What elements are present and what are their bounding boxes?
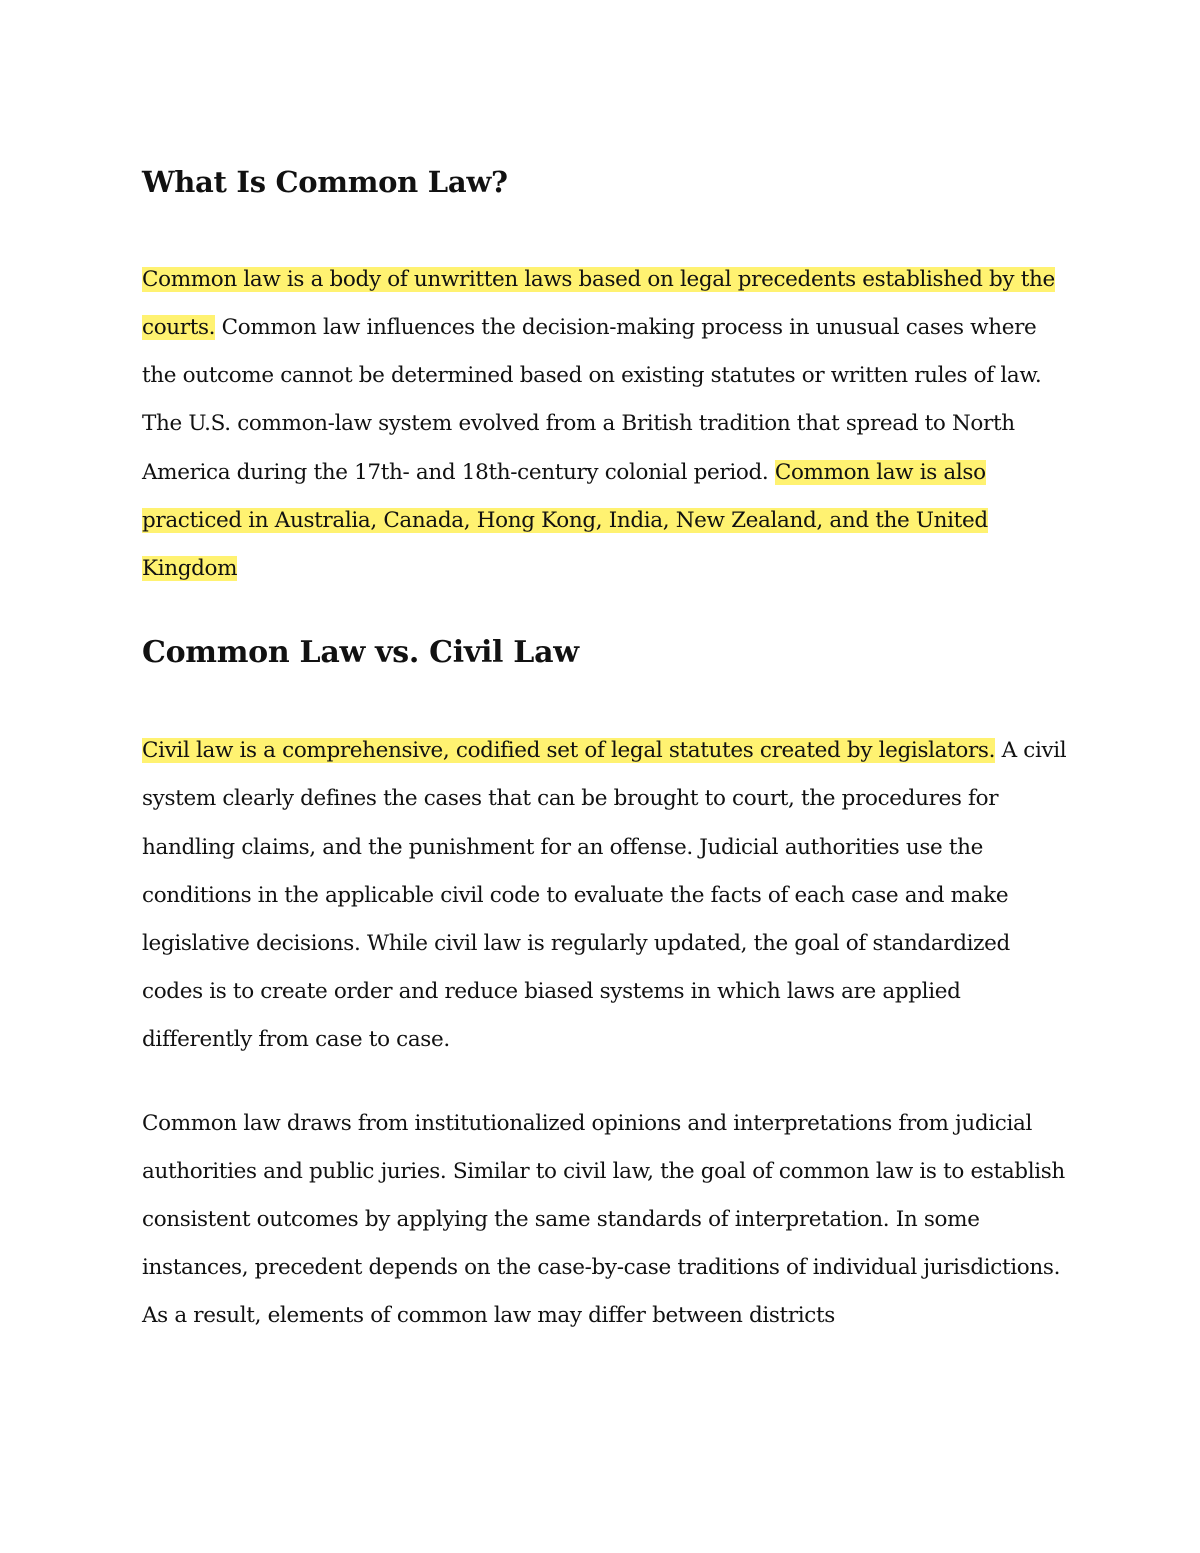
paragraph-civil-law-definition <box>142 727 1072 1064</box>
highlighted-text: Common law is also practiced in Australia, Canada, Hong Kong, India, New Zealand, and the United Kingdom <box>142 459 988 582</box>
paragraph-common-law-definition <box>142 256 1072 593</box>
highlighted-text: Civil law is a comprehensive, codified set of legal statutes created by legislators. <box>142 738 996 764</box>
body-text: Common law draws from institutionalized opinions and interpretations from judicial authorities and public juries. Similar to civil law, the goal of common law is to establish consistent outcomes by applying the same standards of interpretation. In some instances, precedent depends on the case-by-case traditions of individual jurisdictions. As a result, elements of common law may differ between districts <box>142 1110 1065 1329</box>
body-text: A civil system clearly defines the cases that can be brought to court, the procedures for handling claims, and the punishment for an offense. Judicial authorities use the conditions in the applicable civil code to evaluate the facts of each case and make legislative decisions. While civil law is regularly updated, the goal of standardized codes is to create order and reduce biased systems in which laws are applied differently from case to case. <box>142 738 1067 1053</box>
heading-what-is-common-law: What Is Common Law? <box>142 165 508 199</box>
body-text: Common law influences the decision-making process in unusual cases where the outcome cannot be determined based on existing statutes or written rules of law. The U.S. common-law system evolved from a British tradition that spread to North America during the 17th- and 18th-century colonial period. <box>142 315 1042 485</box>
heading-common-law-vs-civil-law: Common Law vs. Civil Law <box>142 635 579 671</box>
paragraph-common-law-comparison <box>142 1100 1072 1341</box>
document-body <box>142 165 1072 1341</box>
highlighted-text: Common law is a body of unwritten laws based on legal precedents established by the courts. <box>142 266 1055 340</box>
